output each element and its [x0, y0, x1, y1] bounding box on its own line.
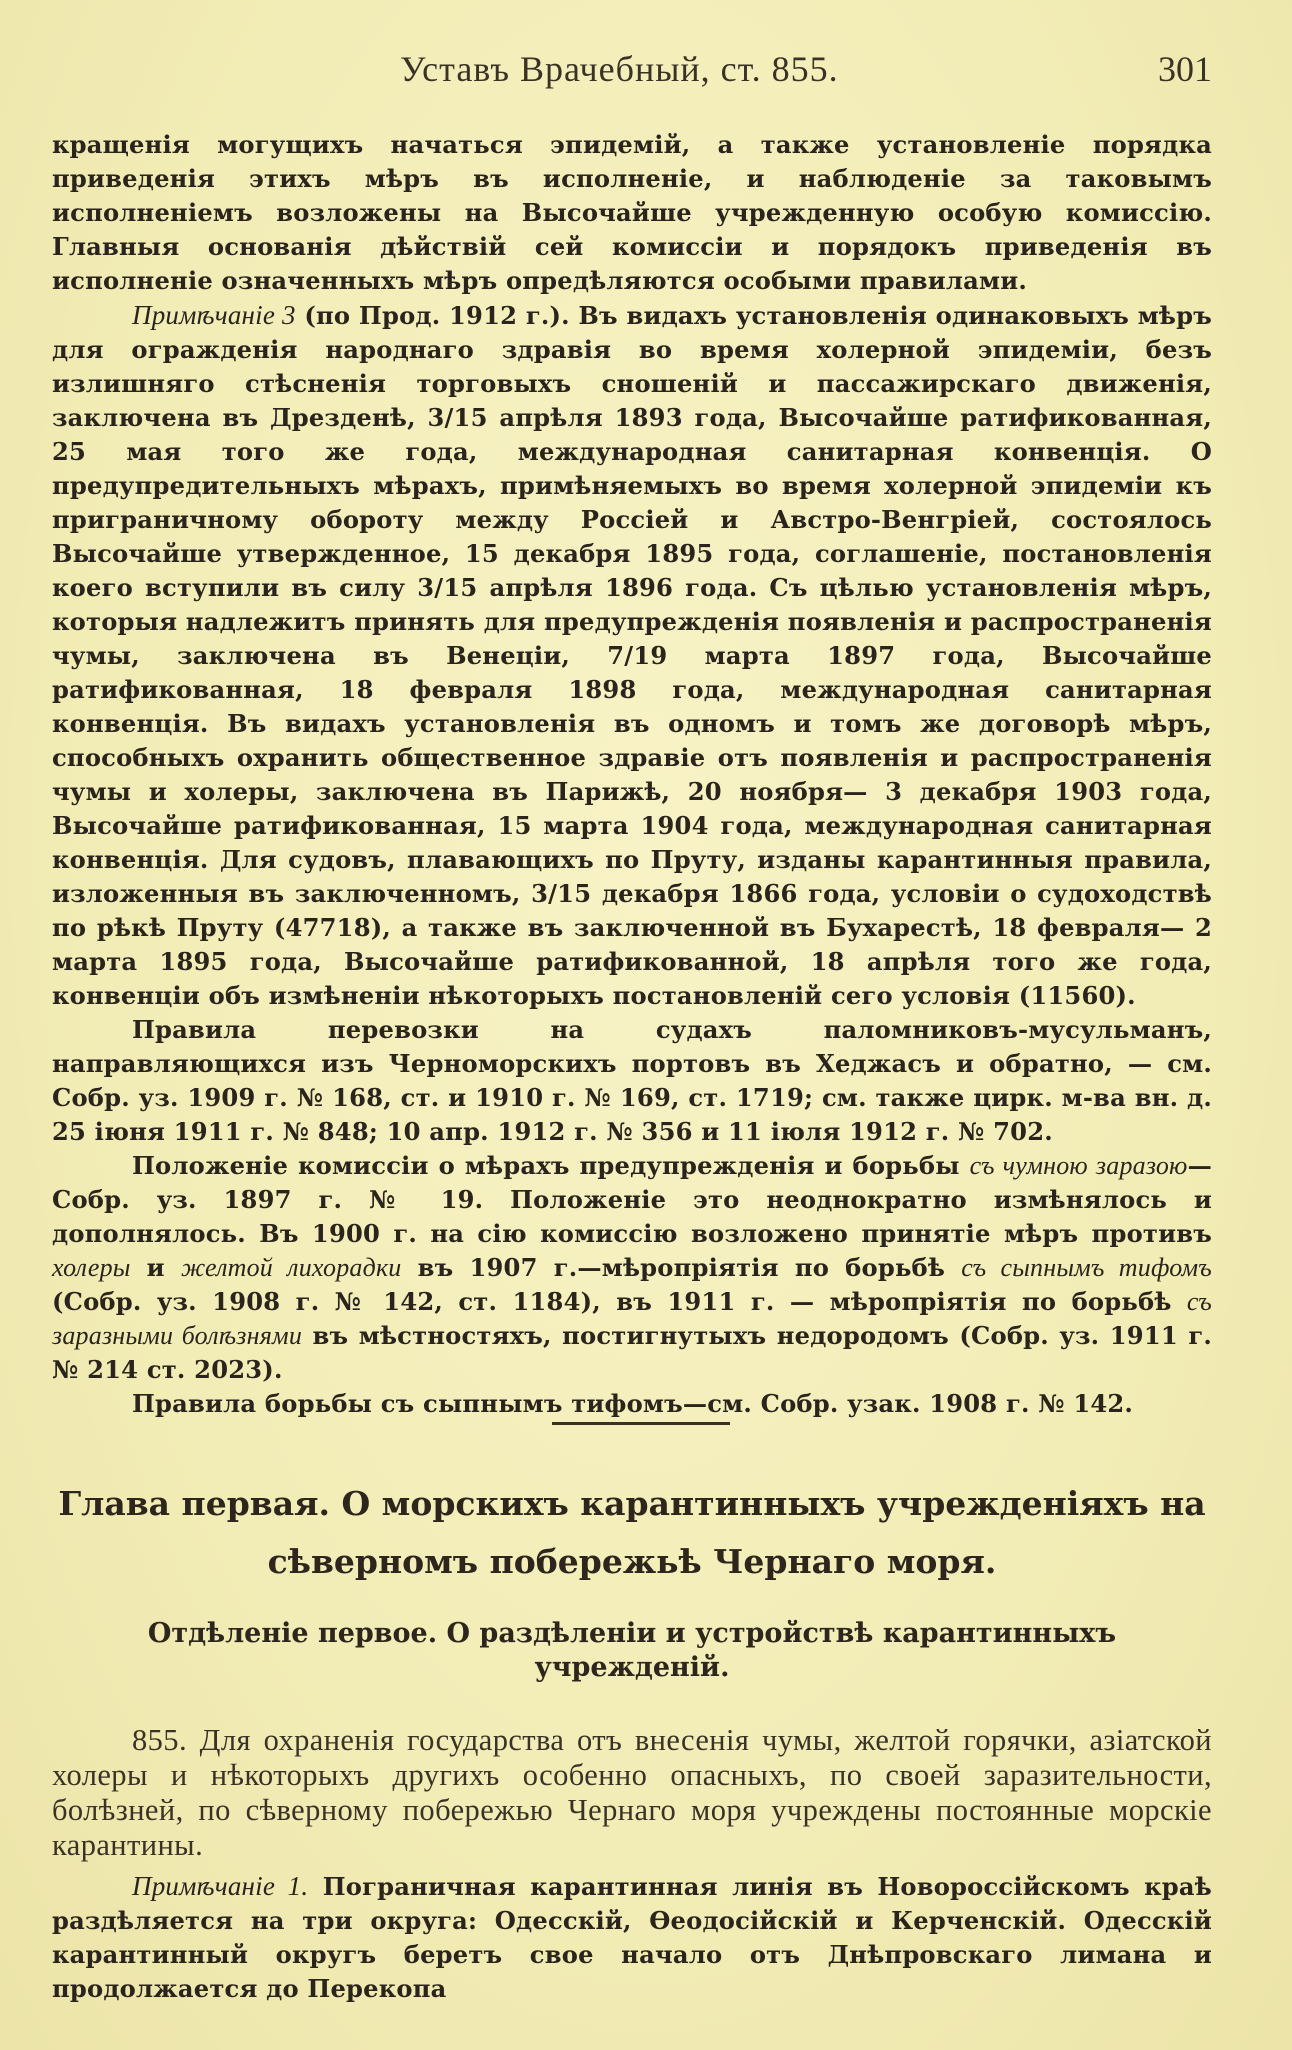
note-3-paragraph — [52, 298, 1212, 1013]
section-title — [52, 1617, 1212, 1685]
chapter-title-line-1: Глава первая. О морскихъ карантинныхъ учрежденіяхъ на — [58, 1484, 1206, 1523]
commission-text-a: Положеніе комиссіи о мѣрахъ предупрежденія и борьбы — [132, 1151, 970, 1180]
commission-italic-plague: съ чумною заразою — [969, 1151, 1188, 1180]
note-3-label: Примѣчаніе 3 — [132, 300, 296, 330]
commission-text-e: (Собр. уз. 1908 г. № 142, ст. 1184), въ 1911 г. — мѣропріятія по борьбѣ — [52, 1287, 1187, 1316]
section-title-line-1: Отдѣленіе первое. О раздѣленіи и устройствѣ карантинныхъ — [147, 1618, 1117, 1649]
commission-italic-typhus: съ сыпнымъ тифомъ — [961, 1253, 1212, 1282]
commission-italic-cholera: холеры — [52, 1253, 131, 1282]
body-text — [52, 128, 1212, 1421]
article-body: Для охраненія государства отъ внесенія чумы, желтой горячки, азіатской холеры и нѣкоторыхъ другихъ особенно опасныхъ, по своей заразительности, болѣзней, по сѣверному побережью Чернаго моря учреждены постоянные морскіе карантины. — [52, 1723, 1212, 1862]
chapter-title-line-2: сѣверномъ побережьѣ Чернаго моря. — [267, 1542, 997, 1581]
note-3-text: (по Прод. 1912 г.). Въ видахъ установленія одинаковыхъ мѣръ для огражденія народнаго здравія во время холерной эпидеміи, безъ излишняго стѣсненія торговыхъ сношеній и пассажирскаго движенія, заключена въ Дрезденѣ, 3/15 апрѣля 1893 года, Высочайше ратификованная, 25 мая того же года, международная санитарная конвенція. О предупредительныхъ мѣрахъ, примѣняемыхъ во время холерной эпидеміи къ приграничному обороту между Россіей и Австро-Венгріей, состоялось Высочайше утвержденное, 15 декабря 1895 года, соглашеніе, постановленія коего вступили въ силу 3/15 апрѣля 1896 года. Съ цѣлью установленія мѣръ, которыя надлежитъ принять для предупрежденія появленія и распространенія чумы, заключена въ Венеціи, 7/19 марта 1897 года, Высочайше ратификованная, 18 февраля 1898 года, международная санитарная конвенція. Въ видахъ установленія въ одномъ и томъ же договорѣ мѣръ, способныхъ охранить общественное здравіе отъ появленія и распространенія чумы и холеры, заключена въ Парижѣ, 20 ноября— 3 декабря 1903 года, Высочайше ратификованная, 15 марта 1904 года, международная санитарная конвенція. Для судовъ, плавающихъ по Пруту, изданы карантинныя правила, изложенныя въ заключенномъ, 3/15 декабря 1866 года, условіи о судоходствѣ по рѣкѣ Пруту (47718), а также въ заключенной въ Бухарестѣ, 18 февраля— 2 марта 1895 года, Высочайше ратификованной, 18 апрѣля того же года, конвенціи объ измѣненіи нѣкоторыхъ постановленій сего условія (11560). — [52, 301, 1212, 1010]
commission-text-f: въ мѣстностяхъ, постигнутыхъ недородомъ (Собр. уз. 1911 г. № 214 ст. 2023). — [52, 1321, 1212, 1384]
typhus-rules-paragraph: Правила борьбы съ сыпнымъ тифомъ—см. Собр. узак. 1908 г. № 142. — [132, 1389, 1134, 1418]
note-1-text: Пограничная карантинная линія въ Новороссійскомъ краѣ раздѣляется на три округа: Одесскій, Ѳеодосійскій и Керченскій. Одесскій карантинный округъ беретъ свое начало отъ Днѣпровскаго лимана и продолжается до Перекопа — [52, 1872, 1212, 2003]
page-number: 301 — [1158, 49, 1212, 89]
article-text — [52, 1723, 1212, 1863]
section-title-line-2: учрежденій. — [534, 1652, 730, 1683]
note-1-paragraph — [52, 1869, 1212, 2006]
commission-italic-diseases: съ заразными болѣзнями — [52, 1287, 1212, 1350]
commission-text-b: — Собр. уз. 1897 г. № 19. Положеніе это неоднократно измѣнялось и дополнялось. Въ 1900 г. на сію комиссію возложено принятіе мѣръ противъ — [52, 1151, 1212, 1248]
page-header — [0, 48, 1292, 98]
commission-paragraph — [52, 1149, 1212, 1387]
running-title: Уставъ Врачебный, ст. 855. — [400, 49, 839, 89]
paragraph-continuation: кращенія могущихъ начаться эпидемій, а также установленіе порядка приведенія этихъ мѣръ въ исполненіе, и наблюденіе за таковымъ исполненіемъ возложены на Высочайше учрежденную особую комиссію. Главныя основанія дѣйствій сей комиссіи и порядокъ приведенія въ исполненіе означенныхъ мѣръ опредѣляются особыми правилами. — [52, 130, 1212, 295]
note-1-label: Примѣчаніе 1. — [132, 1871, 309, 1901]
commission-text-c: и — [130, 1253, 181, 1282]
chapter-title — [52, 1475, 1212, 1591]
article-855 — [52, 1723, 1212, 2006]
article-number: 855. — [132, 1723, 187, 1757]
commission-italic-yellow-fever: желтой лихорадки — [180, 1253, 402, 1282]
section-divider — [552, 1422, 730, 1425]
commission-text-d: въ 1907 г.—мѣропріятія по борьбѣ — [401, 1253, 962, 1282]
pilgrim-rules-paragraph: Правила перевозки на судахъ паломниковъ-мусульманъ, направляющихся изъ Черноморскихъ портовъ въ Хеджасъ и обратно, — см. Собр. уз. 1909 г. № 168, ст. и 1910 г. № 169, ст. 1719; см. также цирк. м-ва вн. д. 25 іюня 1911 г. № 848; 10 апр. 1912 г. № 356 и 11 іюля 1912 г. № 702. — [52, 1015, 1212, 1146]
